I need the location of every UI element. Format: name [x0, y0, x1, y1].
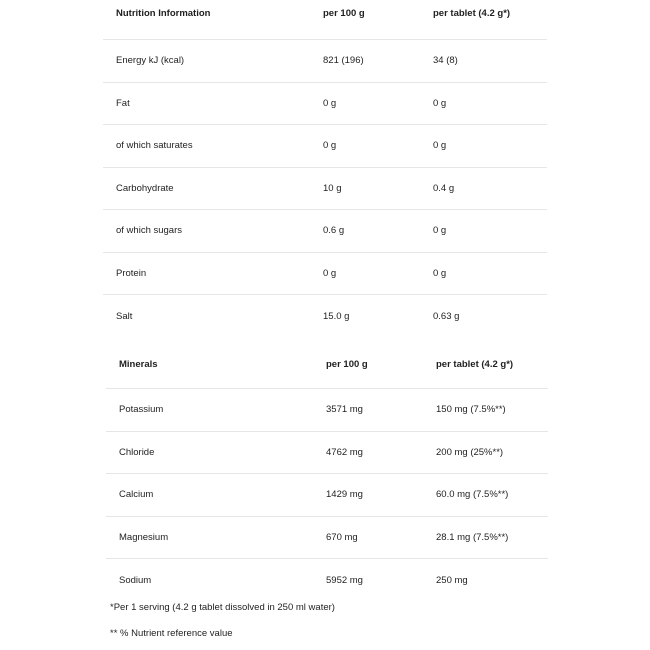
mineral-pertablet: 250 mg: [436, 574, 468, 586]
mineral-per100g: 4762 mg: [326, 446, 363, 458]
mineral-pertablet: 200 mg (25%**): [436, 446, 504, 458]
table-row: [103, 40, 547, 83]
nutrition-header-per100g: per 100 g: [323, 8, 365, 19]
mineral-name: Potassium: [119, 404, 164, 416]
nutrient-pertablet: 0 g: [433, 140, 447, 152]
minerals-header-per100g: per 100 g: [326, 358, 368, 370]
table-row: [103, 210, 547, 253]
nutrient-name: Energy kJ (kcal): [116, 55, 185, 67]
table-row: [106, 474, 548, 517]
table-row: [103, 125, 547, 168]
nutrition-header-label: Nutrition Information: [116, 8, 211, 19]
mineral-name: Calcium: [119, 489, 154, 501]
nutrient-name: of which sugars: [116, 225, 183, 237]
nutrient-name: of which saturates: [116, 140, 193, 152]
table-row: [103, 295, 547, 338]
mineral-pertablet: 28.1 mg (7.5%**): [436, 531, 509, 543]
footnotes: [110, 601, 550, 650]
nutrient-pertablet: 0.63 g: [433, 310, 460, 322]
mineral-per100g: 1429 mg: [326, 489, 363, 501]
mineral-name: Sodium: [119, 574, 152, 586]
minerals-header-label: Minerals: [119, 358, 158, 370]
minerals-table: [106, 340, 548, 602]
mineral-name: Chloride: [119, 446, 155, 458]
nutrient-name: Carbohydrate: [116, 182, 174, 194]
nutrient-per100g: 10 g: [323, 182, 342, 194]
serving-footnote: *Per 1 serving (4.2 g tablet dissolved in 250 ml water): [110, 602, 335, 613]
nutrition-header-pertablet: per tablet (4.2 g*): [433, 8, 511, 19]
mineral-pertablet: 60.0 mg (7.5%**): [436, 489, 509, 501]
nutrient-pertablet: 0 g: [433, 267, 447, 279]
nrv-footnote: ** % Nutrient reference value: [110, 628, 233, 639]
table-row: [106, 432, 548, 475]
mineral-name: Magnesium: [119, 531, 169, 543]
nutrient-per100g: 0 g: [323, 267, 337, 279]
nutrient-per100g: 0.6 g: [323, 225, 345, 237]
mineral-per100g: 3571 mg: [326, 404, 363, 416]
table-row: [106, 389, 548, 432]
nutrient-name: Protein: [116, 267, 147, 279]
nutrient-name: Fat: [116, 97, 130, 109]
table-row: [103, 253, 547, 296]
mineral-pertablet: 150 mg (7.5%**): [436, 404, 506, 416]
nutrient-per100g: 15.0 g: [323, 310, 350, 322]
nutrient-pertablet: 0 g: [433, 97, 447, 109]
mineral-per100g: 670 mg: [326, 531, 358, 543]
table-row: [106, 559, 548, 602]
nutrient-pertablet: 34 (8): [433, 55, 458, 67]
nutrient-name: Salt: [116, 310, 133, 322]
nutrition-table: [103, 0, 547, 338]
minerals-header-row: [106, 340, 548, 389]
table-row: [103, 83, 547, 126]
nutrient-per100g: 821 (196): [323, 55, 364, 67]
minerals-header-pertablet: per tablet (4.2 g*): [436, 358, 514, 370]
table-row: [103, 168, 547, 211]
mineral-per100g: 5952 mg: [326, 574, 363, 586]
nutrient-per100g: 0 g: [323, 140, 337, 152]
table-row: [106, 517, 548, 560]
nutrient-pertablet: 0.4 g: [433, 182, 455, 194]
nutrition-header-row: [103, 0, 547, 40]
nutrient-per100g: 0 g: [323, 97, 337, 109]
nutrient-pertablet: 0 g: [433, 225, 447, 237]
